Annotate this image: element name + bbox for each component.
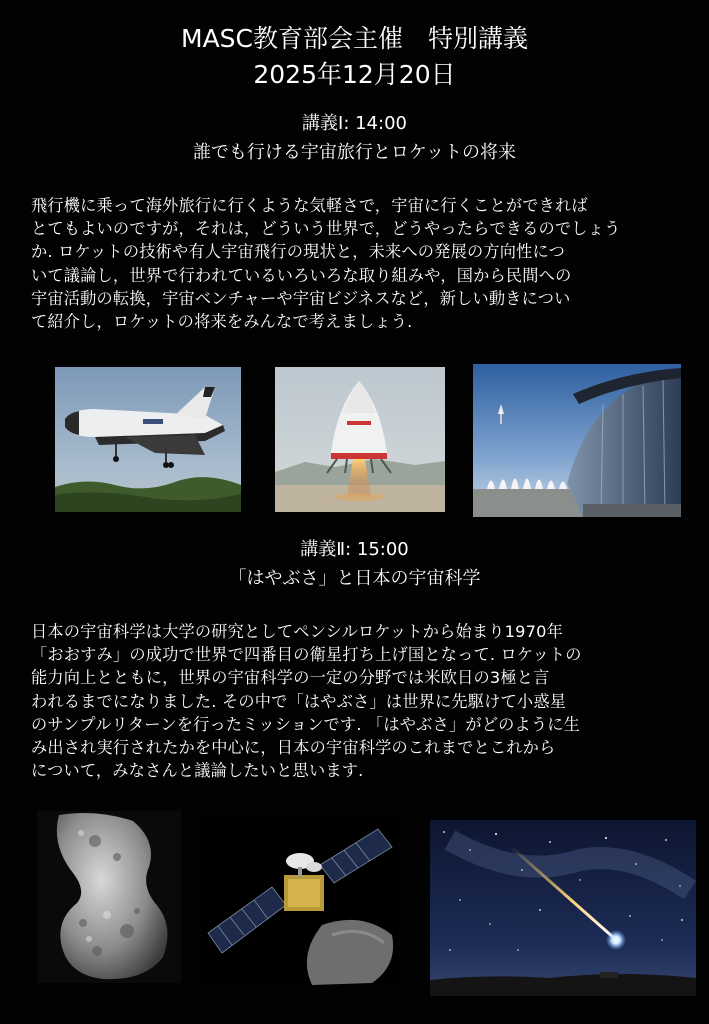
reentry-fireball-photo: [430, 820, 696, 996]
lecture1-description: [31, 194, 686, 333]
lecture1-time-heading: 講義Ⅰ: 14:00: [302, 113, 407, 134]
spaceport-photo: [473, 364, 681, 517]
event-date: 2025年12月20日: [253, 60, 456, 89]
description-line: いて議論し，世界で行われているいろいろな取り組みや，国から民間への: [31, 265, 572, 285]
event-title: MASC教育部会主催 特別講義: [181, 24, 528, 53]
space-shuttle-photo: [55, 367, 241, 512]
description-line: 飛行機に乗って海外旅行に行くような気軽さで，宇宙に行くことができれば: [31, 196, 588, 215]
description-line: われるまでになりました. その中で「はやぶさ」は世界に先駆けて小惑星: [31, 691, 567, 711]
description-line: 宇宙活動の転換，宇宙ベンチャーや宇宙ビジネスなど，新しい動きについ: [31, 288, 571, 308]
lecture2-time-heading: 講義Ⅱ: 15:00: [300, 539, 409, 560]
description-line: か. ロケットの技術や有人宇宙飛行の現状と，未来への発展の方向性につ: [31, 242, 565, 262]
description-line: 能力向上とともに，世界の宇宙科学の一定の分野では米欧日の3極と言: [31, 668, 550, 688]
lecture2-title-heading: 「はやぶさ」と日本の宇宙科学: [228, 568, 481, 589]
description-line: のサンプルリターンを行ったミッションです. 「はやぶさ」がどのように生: [31, 714, 581, 734]
description-line: 日本の宇宙科学は大学の研究としてペンシルロケットから始まり1970年: [31, 622, 563, 641]
description-line: み出され実行されたかを中心に，日本の宇宙科学のこれまでとこれから: [31, 738, 556, 758]
description-line: 「おおすみ」の成功で世界で四番目の衛星打ち上げ国となって. ロケットの: [31, 645, 582, 665]
description-line: とてもよいのですが，それは，どういう世界で，どうやったらできるのでしょう: [31, 219, 621, 239]
lecture1-title-heading: 誰でも行ける宇宙旅行とロケットの将来: [192, 142, 517, 163]
hayabusa-spacecraft-photo: [202, 815, 398, 985]
description-line: について，みなさんと議論したいと思います.: [31, 761, 364, 781]
asteroid-itokawa-photo: [37, 811, 181, 983]
description-line: て紹介し，ロケットの将来をみんなで考えましょう.: [31, 312, 413, 332]
rocket-capsule-photo: [275, 367, 445, 512]
lecture2-description: [31, 620, 686, 782]
